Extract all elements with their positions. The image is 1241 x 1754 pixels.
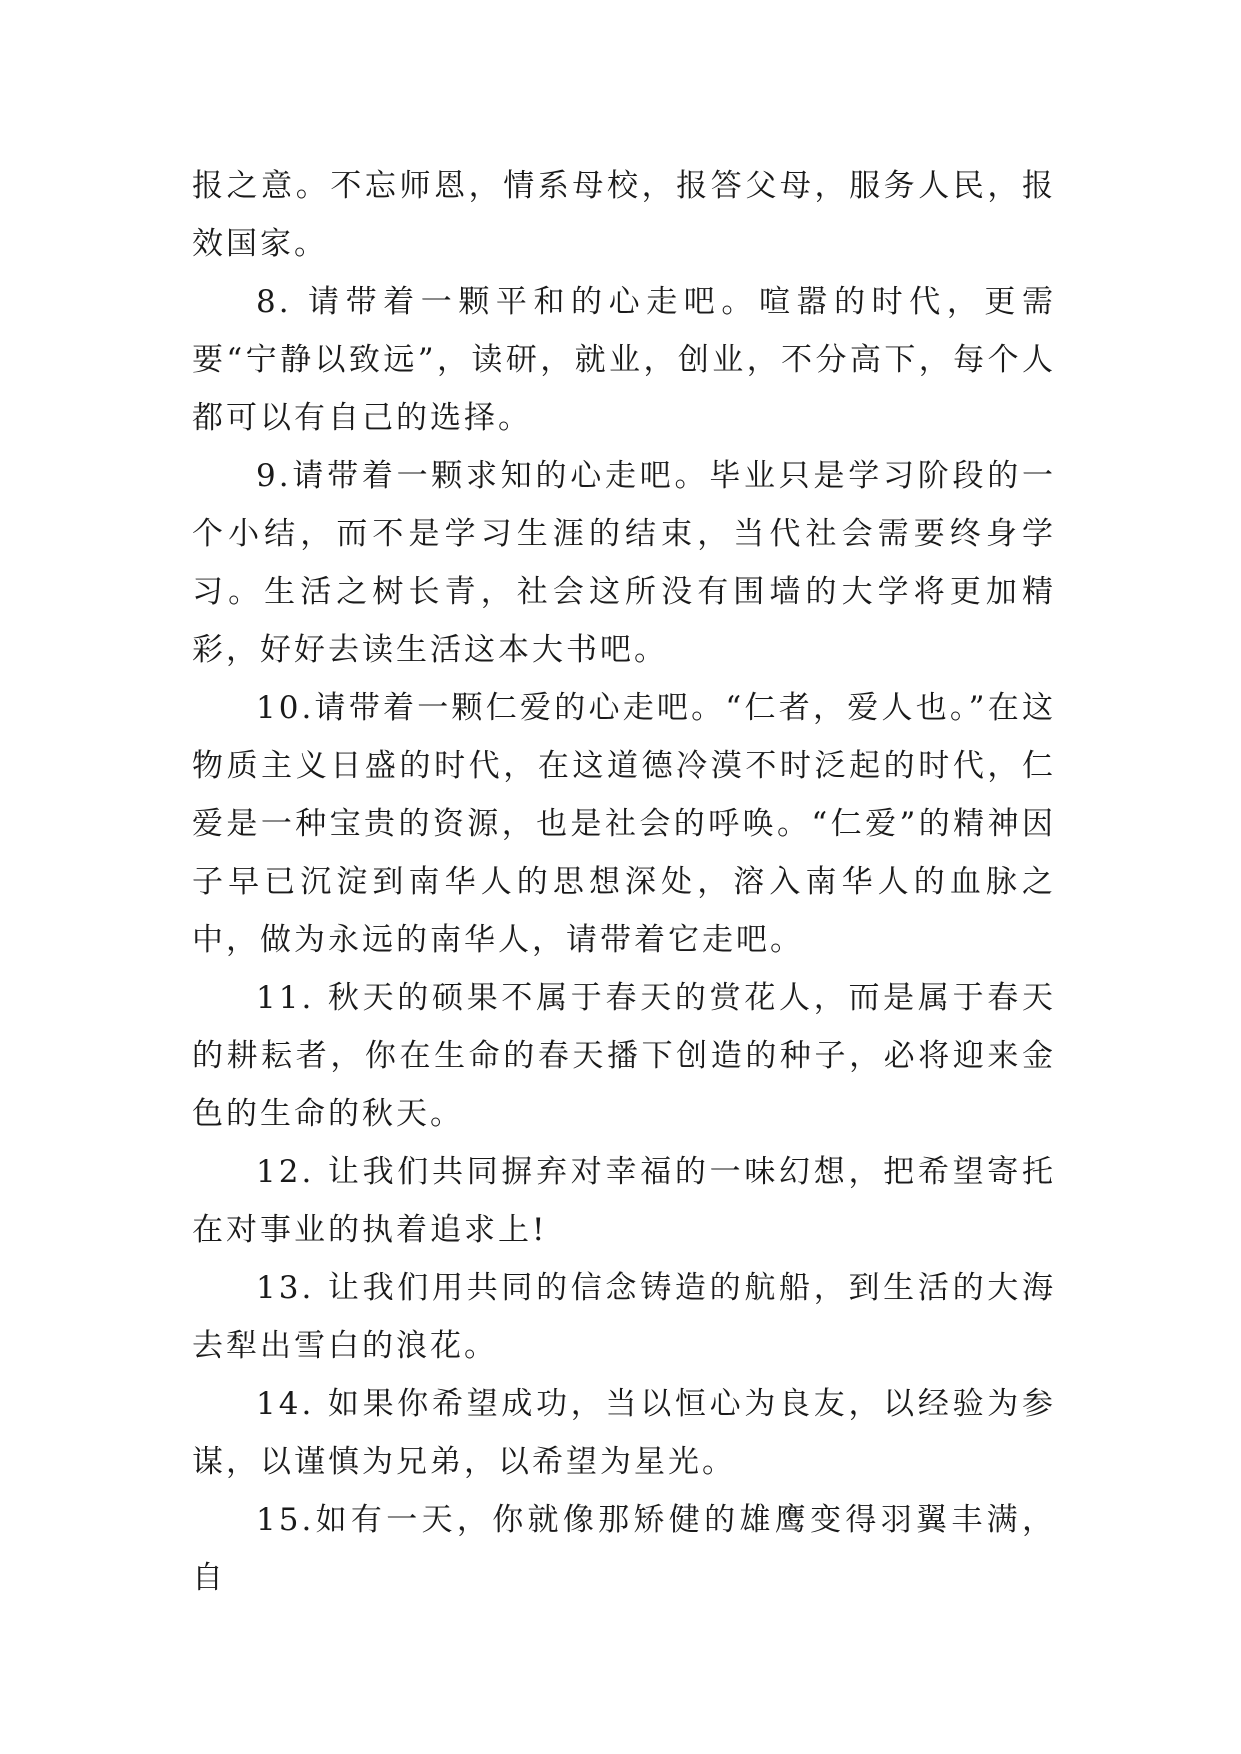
paragraph-item-13: 13. 让我们用共同的信念铸造的航船，到生活的大海去犁出雪白的浪花。 [192,1270,1056,1364]
paragraph-item-12: 12. 让我们共同摒弃对幸福的一味幻想，把希望寄托在对事业的执着追求上! [192,1154,1056,1248]
document-body [192,157,1056,1607]
paragraph-item-10: 10.请带着一颗仁爱的心走吧。“仁者，爱人也。”在这物质主义日盛的时代，在这道德冷漠不时泛起的时代，仁爱是一种宝贵的资源，也是社会的呼唤。“仁爱”的精神因子早已沉淀到南华人的思想深处，溶入南华人的血脉之中，做为永远的南华人，请带着它走吧。 [192,690,1056,958]
paragraph-item-15: 15.如有一天，你就像那矫健的雄鹰变得羽翼丰满，自 [192,1502,1056,1596]
paragraph-continuation: 报之意。不忘师恩，情系母校，报答父母，服务人民，报效国家。 [192,168,1056,262]
paragraph-item-11: 11. 秋天的硕果不属于春天的赏花人，而是属于春天的耕耘者，你在生命的春天播下创造的种子，必将迎来金色的生命的秋天。 [192,980,1056,1132]
paragraph-item-14: 14. 如果你希望成功，当以恒心为良友，以经验为参谋，以谨慎为兄弟，以希望为星光。 [192,1386,1056,1480]
paragraph-item-8: 8. 请带着一颗平和的心走吧。喧嚣的时代，更需要“宁静以致远”，读研，就业，创业，不分高下，每个人都可以有自己的选择。 [192,284,1056,436]
paragraph-item-9: 9.请带着一颗求知的心走吧。毕业只是学习阶段的一个小结，而不是学习生涯的结束，当代社会需要终身学习。生活之树长青，社会这所没有围墙的大学将更加精彩，好好去读生活这本大书吧。 [192,458,1056,668]
